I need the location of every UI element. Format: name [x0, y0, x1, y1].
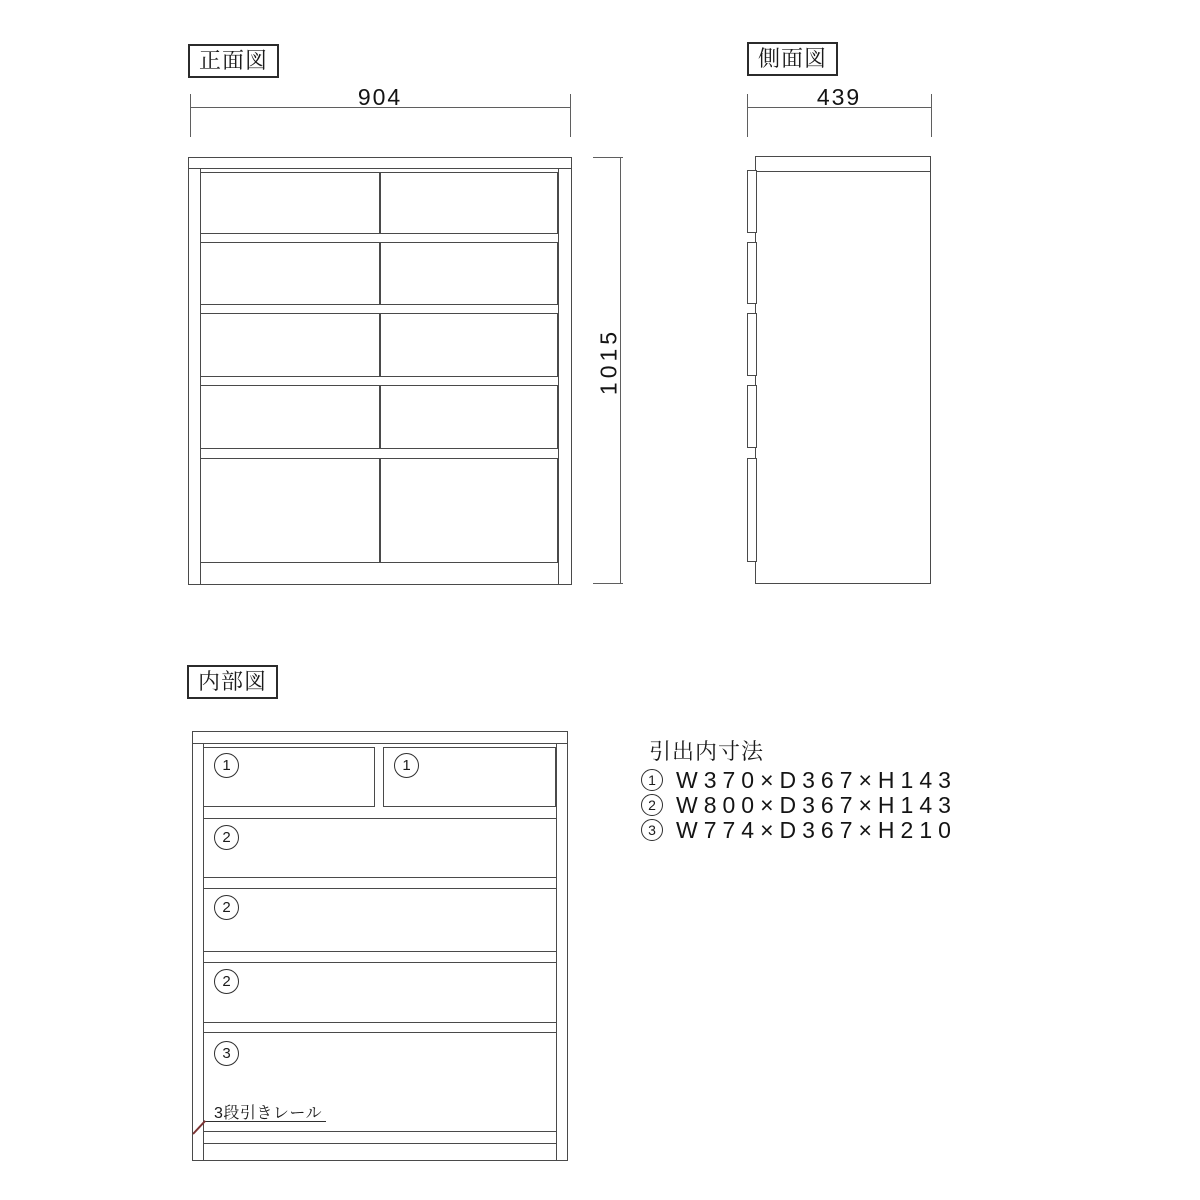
front-width-dimension-tick-left — [190, 94, 191, 137]
rail-note-label: 3段引きレール — [214, 1105, 323, 1122]
front-drawer-row-5 — [200, 458, 558, 563]
front-right-panel-line — [558, 169, 559, 584]
internal-drawer-box-3 — [203, 888, 557, 952]
side-width-dimension-tick-left — [747, 94, 748, 137]
internal-drawer-box-1-left — [203, 747, 375, 807]
front-height-dimension-label: 1015 — [595, 327, 622, 396]
side-width-dimension-label: 439 — [816, 84, 862, 110]
front-drawer-row-3 — [200, 313, 558, 377]
front-top-board-line — [189, 168, 571, 169]
front-width-dimension-line — [190, 107, 570, 108]
drawer-marker-2: 2 — [214, 825, 239, 850]
side-drawer-profile-2 — [747, 242, 757, 304]
front-height-dimension-tick-top — [593, 157, 623, 158]
drawer-marker-1: 1 — [214, 753, 239, 778]
legend-item-1 — [641, 768, 957, 792]
legend-marker-3: 3 — [641, 819, 663, 841]
drawer-marker-3: 3 — [214, 1041, 239, 1066]
legend-title: 引出内寸法 — [649, 739, 765, 764]
legend-item-3 — [641, 818, 957, 842]
side-drawer-profile-4 — [747, 385, 757, 448]
legend-item-2 — [641, 793, 957, 817]
front-drawer-row-4 — [200, 385, 558, 449]
front-drawer-split-line — [379, 242, 381, 305]
internal-drawer-box-1-right — [383, 747, 556, 807]
side-view-label: 側面図 — [747, 42, 838, 76]
legend-dims-2: W800×D367×H143 — [676, 791, 957, 818]
legend-marker-1: 1 — [641, 769, 663, 791]
front-width-dimension-tick-right — [570, 94, 571, 137]
side-top-board-line — [756, 171, 930, 172]
internal-view-label: 内部図 — [187, 665, 278, 699]
internal-bottom-shelf-line — [203, 1143, 557, 1144]
side-drawer-profile-5 — [747, 458, 757, 562]
internal-drawer-box-4 — [203, 962, 557, 1023]
legend-dims-1: W370×D367×H143 — [676, 766, 957, 793]
side-drawer-profile-1 — [747, 170, 757, 233]
front-drawer-split-line — [379, 172, 381, 234]
side-drawer-profile-3 — [747, 313, 757, 376]
front-drawer-split-line — [379, 385, 381, 449]
front-drawer-row-2 — [200, 242, 558, 305]
internal-top-board-line — [193, 743, 567, 744]
front-width-dimension-label: 904 — [357, 84, 403, 110]
legend-dims-3: W774×D367×H210 — [676, 816, 957, 843]
front-drawer-split-line — [379, 458, 381, 563]
rail-note-underline — [204, 1121, 326, 1122]
side-width-dimension-line — [747, 107, 931, 108]
drawer-marker-1: 1 — [394, 753, 419, 778]
front-view-label: 正面図 — [188, 44, 279, 78]
side-body-outline — [755, 156, 931, 584]
side-width-dimension-tick-right — [931, 94, 932, 137]
front-drawer-row-1 — [200, 172, 558, 234]
legend-marker-2: 2 — [641, 794, 663, 816]
drawer-marker-2: 2 — [214, 895, 239, 920]
drawer-marker-2: 2 — [214, 969, 239, 994]
front-drawer-split-line — [379, 313, 381, 377]
internal-drawer-box-2 — [203, 818, 557, 878]
front-height-dimension-tick-bottom — [593, 583, 623, 584]
